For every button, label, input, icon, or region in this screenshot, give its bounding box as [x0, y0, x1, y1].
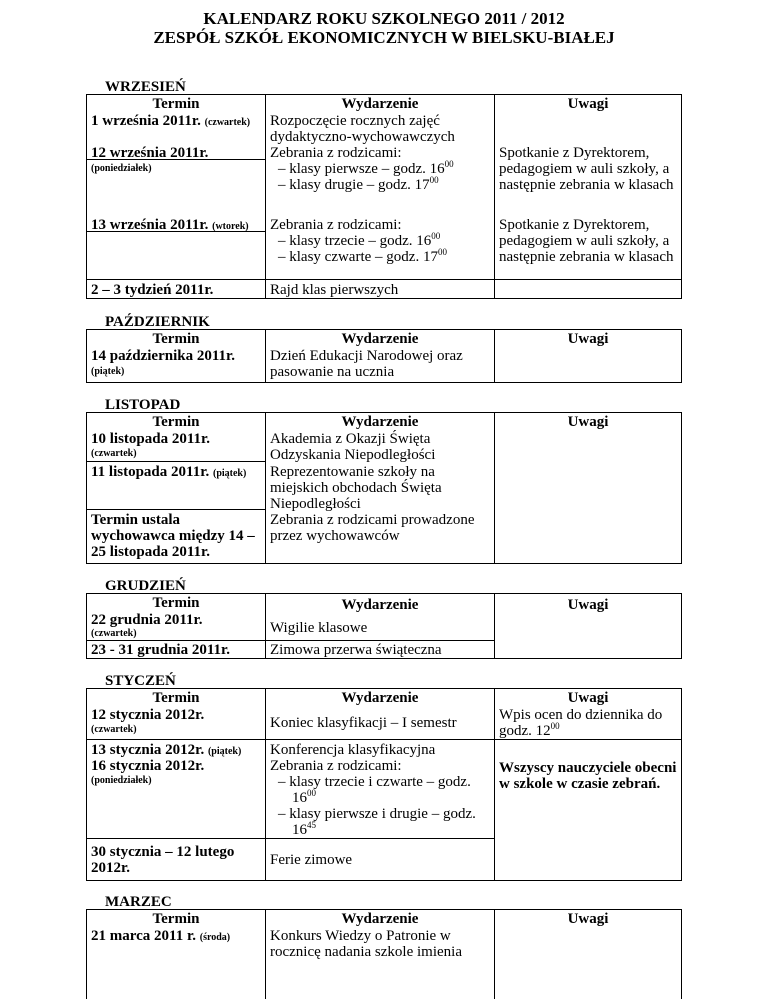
month-heading-grudzien: GRUDZIEŃ [105, 578, 186, 594]
weekday-label: (czwartek) [91, 448, 137, 459]
month-heading-pazdziernik: PAŹDZIERNIK [105, 314, 210, 330]
note-cell: Spotkanie z Dyrektorem, pedagogiem w auli szkoły, a następnie zebrania w klasach [499, 145, 674, 193]
header-wydarzenie: Wydarzenie [341, 690, 419, 706]
date-cell: 22 grudnia 2011r. [91, 612, 203, 628]
date-cell: 10 listopada 2011r. [91, 431, 211, 447]
table-row [91, 217, 249, 233]
header-termin: Termin [152, 331, 200, 347]
table-wrzesien [86, 94, 682, 299]
header-wydarzenie: Wydarzenie [341, 911, 419, 927]
note-cell: Wpis ocen do dziennika do godz. $12^{00}$ [499, 707, 663, 739]
weekday-label: (poniedziałek) [91, 775, 152, 786]
weekday-label: (piątek) [91, 366, 125, 377]
date-cell: 13 września 2011r. [91, 217, 209, 233]
weekday-label: (środa) [199, 932, 231, 943]
table-row [91, 113, 250, 129]
table-listopad [86, 412, 682, 564]
weekday-label: (piątek) [207, 746, 242, 757]
page-title: KALENDARZ ROKU SZKOLNEGO 2011 / 2012 [203, 9, 565, 28]
month-heading-wrzesien: WRZESIEŃ [105, 79, 186, 95]
event-cell: Zimowa przerwa świąteczna [270, 642, 442, 658]
weekday-label: (wtorek) [212, 221, 249, 232]
table-pazdziernik [86, 329, 682, 383]
header-wydarzenie: Wydarzenie [341, 331, 419, 347]
weekday-label: (czwartek) [204, 117, 251, 128]
header-uwagi: Uwagi [567, 597, 609, 613]
event-cell: Konferencja klasyfikacyjna [270, 742, 436, 758]
table-styczen [86, 688, 682, 881]
event-cell: Zebrania z rodzicami: – klasy trzecie i czwarte – godz. $16^{00}$ – klasy pierwsze i drugie – godz. $16^{45}$ [270, 758, 476, 838]
header-wydarzenie: Wydarzenie [341, 96, 419, 112]
month-heading-styczen: STYCZEŃ [105, 673, 176, 689]
date-cell: 2 – 3 tydzień 2011r. [91, 282, 214, 298]
event-cell: Dzień Edukacji Narodowej oraz pasowanie na ucznia [270, 348, 463, 380]
event-cell: Zebrania z rodzicami: – klasy trzecie – godz. $16^{00}$ – klasy czwarte – godz. $17^{00}$ [270, 217, 447, 265]
weekday-label: (czwartek) [91, 724, 137, 735]
date-cell: 21 marca 2011 r. [91, 928, 196, 944]
table-marzec [86, 909, 682, 999]
header-termin: Termin [152, 414, 200, 430]
note-cell: Spotkanie z Dyrektorem, pedagogiem w auli szkoły, a następnie zebrania w klasach [499, 217, 674, 265]
event-cell: Rozpoczęcie rocznych zajęć dydaktyczno-wychowawczych [270, 113, 455, 145]
event-cell: Konkurs Wiedzy o Patronie w rocznicę nadania szkole imienia [270, 928, 462, 960]
header-termin: Termin [152, 690, 200, 706]
header-uwagi: Uwagi [567, 331, 609, 347]
header-uwagi: Uwagi [567, 96, 609, 112]
table-row [91, 742, 241, 758]
weekday-label: (czwartek) [91, 628, 137, 639]
weekday-label: (poniedziałek) [91, 163, 152, 174]
header-termin: Termin [152, 595, 200, 611]
date-cell: 14 października 2011r. [91, 348, 236, 364]
event-cell: Wigilie klasowe [270, 620, 368, 636]
header-termin: Termin [152, 911, 200, 927]
page-subtitle: ZESPÓŁ SZKÓŁ EKONOMICZNYCH W BIELSKU-BIAŁEJ [153, 28, 615, 47]
date-cell: 12 września 2011r. [91, 145, 209, 161]
header-uwagi: Uwagi [567, 414, 609, 430]
date-cell: 1 września 2011r. [91, 113, 201, 129]
month-heading-marzec: MARZEC [105, 894, 172, 910]
event-cell: Akademia z Okazji Święta Odzyskania Niepodległości [270, 431, 436, 463]
event-cell: Ferie zimowe [270, 852, 353, 868]
event-cell: Zebrania z rodzicami: – klasy pierwsze – godz. $16^{00}$ – klasy drugie – godz. $17^{00}$ [270, 145, 454, 193]
date-cell: 13 stycznia 2012r. [91, 742, 205, 758]
date-cell: Termin ustala wychowawca między 14 – 25 listopada 2011r. [91, 512, 255, 560]
date-cell: 16 stycznia 2012r. [91, 758, 205, 774]
event-cell: Rajd klas pierwszych [270, 282, 399, 298]
header-wydarzenie: Wydarzenie [341, 597, 419, 613]
note-cell: Wszyscy nauczyciele obecni w szkole w czasie zebrań. [499, 760, 677, 792]
table-row [91, 464, 246, 480]
event-cell: Koniec klasyfikacji – I semestr [270, 715, 457, 731]
month-heading-listopad: LISTOPAD [105, 397, 181, 413]
weekday-label: (piątek) [212, 468, 247, 479]
header-uwagi: Uwagi [567, 690, 609, 706]
date-cell: 30 stycznia – 12 lutego 2012r. [91, 844, 235, 876]
header-wydarzenie: Wydarzenie [341, 414, 419, 430]
date-cell: 12 stycznia 2012r. [91, 707, 205, 723]
table-grudzien [86, 593, 682, 659]
event-cell: Zebrania z rodzicami prowadzone przez wychowawców [270, 512, 475, 544]
table-row [91, 928, 230, 944]
date-cell: 11 listopada 2011r. [91, 464, 210, 480]
event-cell: Reprezentowanie szkoły na miejskich obchodach Święta Niepodległości [270, 464, 442, 512]
header-termin: Termin [152, 96, 200, 112]
date-cell: 23 - 31 grudnia 2011r. [91, 642, 231, 658]
header-uwagi: Uwagi [567, 911, 609, 927]
